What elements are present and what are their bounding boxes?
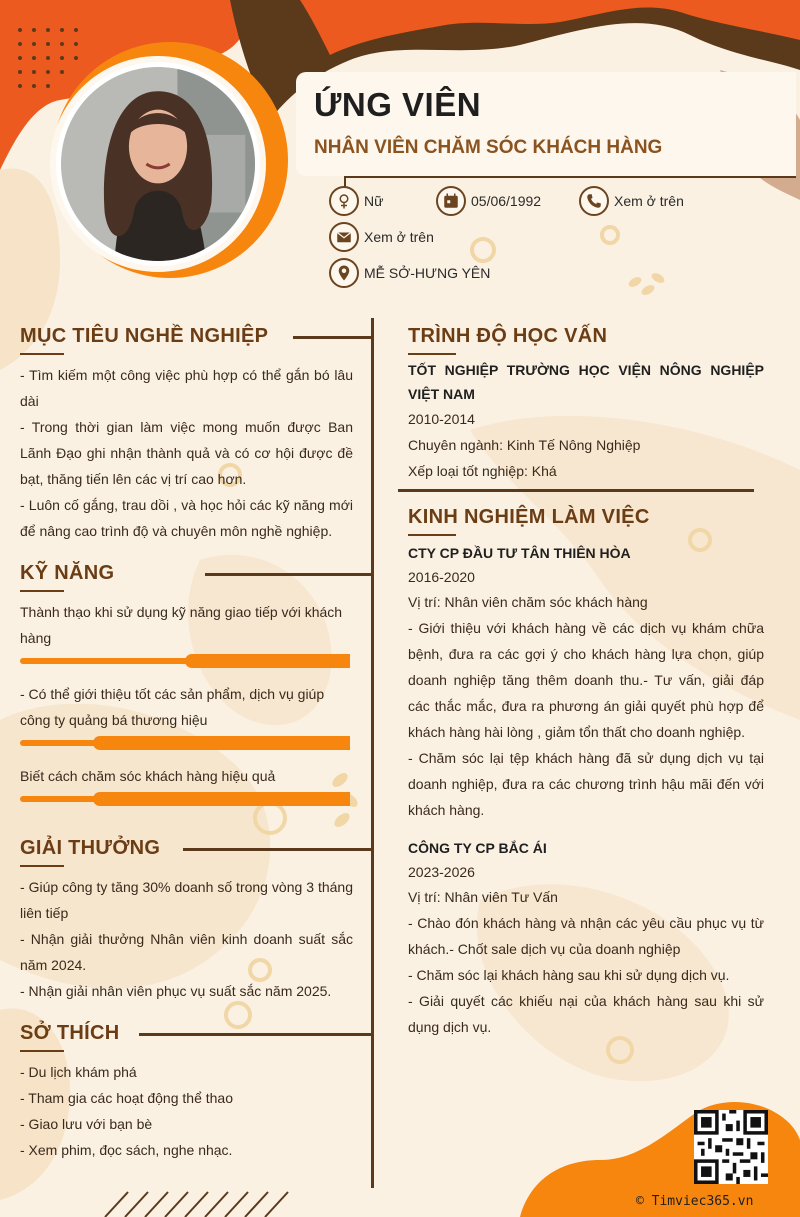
awards-underline — [20, 865, 64, 867]
hobbies-heading: SỞ THÍCH — [20, 1022, 120, 1044]
awards-text — [20, 874, 353, 1004]
contact-phone — [579, 186, 684, 216]
hobby-item: - Tham gia các hoạt động thể thao — [20, 1090, 233, 1106]
skill-bar — [20, 736, 350, 750]
skill-bar — [20, 792, 350, 806]
skills-rule — [205, 573, 373, 576]
job-entry — [408, 540, 764, 823]
objective-item: - Tìm kiếm một công việc phù hợp có thể gắn bó lâu dài — [20, 367, 353, 409]
skill-item: Thành thạo khi sử dụng kỹ năng giao tiếp với khách hàng — [20, 604, 343, 646]
education-major: Chuyên ngành: Kinh Tế Nông Nghiệp — [408, 437, 641, 453]
education-period: 2010-2014 — [408, 411, 475, 427]
objective-text — [20, 362, 353, 544]
job-detail: - Giới thiệu với khách hàng về các dịch vụ khám chữa bệnh, đưa ra các gợi ý cho khách hàng lựa chọn, giúp doanh nghiệp tăng thêm doanh thu.- Tư vấn, giải đáp các thắc mắc, đưa ra phương án giải quyết phù hợp để khách hàng hài lòng , giảm tổn thất cho doanh nghiệp. — [408, 620, 764, 740]
skill-bar — [20, 654, 350, 668]
address-value: MỄ SỞ-HƯNG YÊN — [364, 265, 491, 281]
objective-heading: MỤC TIÊU NGHỀ NGHIỆP — [20, 325, 269, 347]
contact-gender — [329, 186, 383, 216]
skills-underline — [20, 590, 64, 592]
hobby-item: - Xem phim, đọc sách, nghe nhạc. — [20, 1142, 233, 1158]
job-position: Vị trí: Nhân viên Tư Vấn — [408, 889, 558, 905]
footer-watermark: © Timviec365.vn — [636, 1194, 754, 1209]
contact-address — [329, 258, 490, 288]
job-detail: - Chào đón khách hàng và nhận các yêu cầu phục vụ từ khách.- Chốt sale dịch vụ của doanh nghiệp — [408, 915, 764, 957]
experience-heading: KINH NGHIỆM LÀM VIỆC — [408, 506, 650, 528]
education-rule — [398, 489, 754, 492]
email-value: Xem ở trên — [364, 229, 434, 245]
hobby-item: - Du lịch khám phá — [20, 1064, 137, 1080]
avatar-photo — [61, 67, 255, 261]
school-name: TỐT NGHIỆP TRƯỜNG HỌC VIỆN NÔNG NGHIỆP VIỆT NAM — [408, 362, 764, 402]
birthday-value: 05/06/1992 — [471, 193, 542, 209]
awards-heading: GIẢI THƯỞNG — [20, 837, 161, 859]
award-item: - Nhận giải nhân viên phục vụ suất sắc năm 2025. — [20, 983, 332, 999]
education-heading: TRÌNH ĐỘ HỌC VẤN — [408, 325, 608, 347]
contact-birthday — [436, 186, 541, 216]
contact-divider — [344, 176, 796, 178]
job-period: 2016-2020 — [408, 569, 475, 585]
skill-item: - Có thể giới thiệu tốt các sản phẩm, dịch vụ giúp công ty quảng bá thương hiệu — [20, 686, 325, 728]
award-item: - Nhận giải thưởng Nhân viên kinh doanh suất sắc năm 2024. — [20, 931, 353, 973]
job-title: NHÂN VIÊN CHĂM SÓC KHÁCH HÀNG — [314, 137, 663, 158]
job-entry — [408, 835, 764, 1040]
mail-icon — [329, 222, 359, 252]
award-item: - Giúp công ty tăng 30% doanh số trong vòng 3 tháng liên tiếp — [20, 879, 353, 921]
job-period: 2023-2026 — [408, 864, 475, 880]
hobbies-text — [20, 1059, 353, 1163]
skill-bar-fill — [93, 792, 350, 806]
phone-value: Xem ở trên — [614, 193, 684, 209]
skill-bar-fill — [185, 654, 350, 668]
job-detail: - Chăm sóc lại tệp khách hàng đã sử dụng dịch vụ tại doanh nghiệp, đưa ra các chương trình hậu mãi đến với khách hàng. — [408, 750, 764, 818]
job-company: CÔNG TY CP BẮC ÁI — [408, 840, 547, 856]
objective-underline — [20, 353, 64, 355]
avatar — [56, 62, 260, 266]
contact-email — [329, 222, 434, 252]
hobbies-rule — [139, 1033, 373, 1036]
candidate-name: ỨNG VIÊN — [314, 86, 482, 123]
gender-value: Nữ — [364, 193, 384, 209]
calendar-icon — [436, 186, 466, 216]
phone-icon — [579, 186, 609, 216]
objective-item: - Trong thời gian làm việc mong muốn được Ban Lãnh Đạo ghi nhận thành quả và có cơ hội được đề bạt, thăng tiến lên các vị trí cao hơn. — [20, 419, 353, 487]
job-detail: - Chăm sóc lại khách hàng sau khi sử dụng dịch vụ. — [408, 967, 730, 983]
qr-code-icon — [694, 1110, 768, 1184]
hobby-item: - Giao lưu với bạn bè — [20, 1116, 153, 1132]
job-detail: - Giải quyết các khiếu nại của khách hàng sau khi sử dụng dịch vụ. — [408, 993, 764, 1035]
job-position: Vị trí: Nhân viên chăm sóc khách hàng — [408, 594, 648, 610]
education-grade: Xếp loại tốt nghiệp: Khá — [408, 463, 557, 479]
portrait-image — [61, 67, 255, 261]
column-divider — [371, 318, 374, 1188]
skill-item: Biết cách chăm sóc khách hàng hiệu quả — [20, 768, 276, 784]
skill-bar-fill — [93, 736, 350, 750]
awards-rule — [183, 848, 373, 851]
objective-item: - Luôn cố gắng, trau dồi , và học hỏi các kỹ năng mới để nâng cao trình độ và chuyên môn nghề nghiệp. — [20, 497, 353, 539]
experience-underline — [408, 534, 456, 536]
job-company: CTY CP ĐẦU TƯ TÂN THIÊN HÒA — [408, 545, 631, 561]
gender-icon — [329, 186, 359, 216]
skills-heading: KỸ NĂNG — [20, 562, 115, 584]
hobbies-underline — [20, 1050, 64, 1052]
objective-rule — [293, 336, 373, 339]
education-text — [408, 358, 764, 484]
location-pin-icon — [329, 258, 359, 288]
education-underline — [408, 353, 456, 355]
